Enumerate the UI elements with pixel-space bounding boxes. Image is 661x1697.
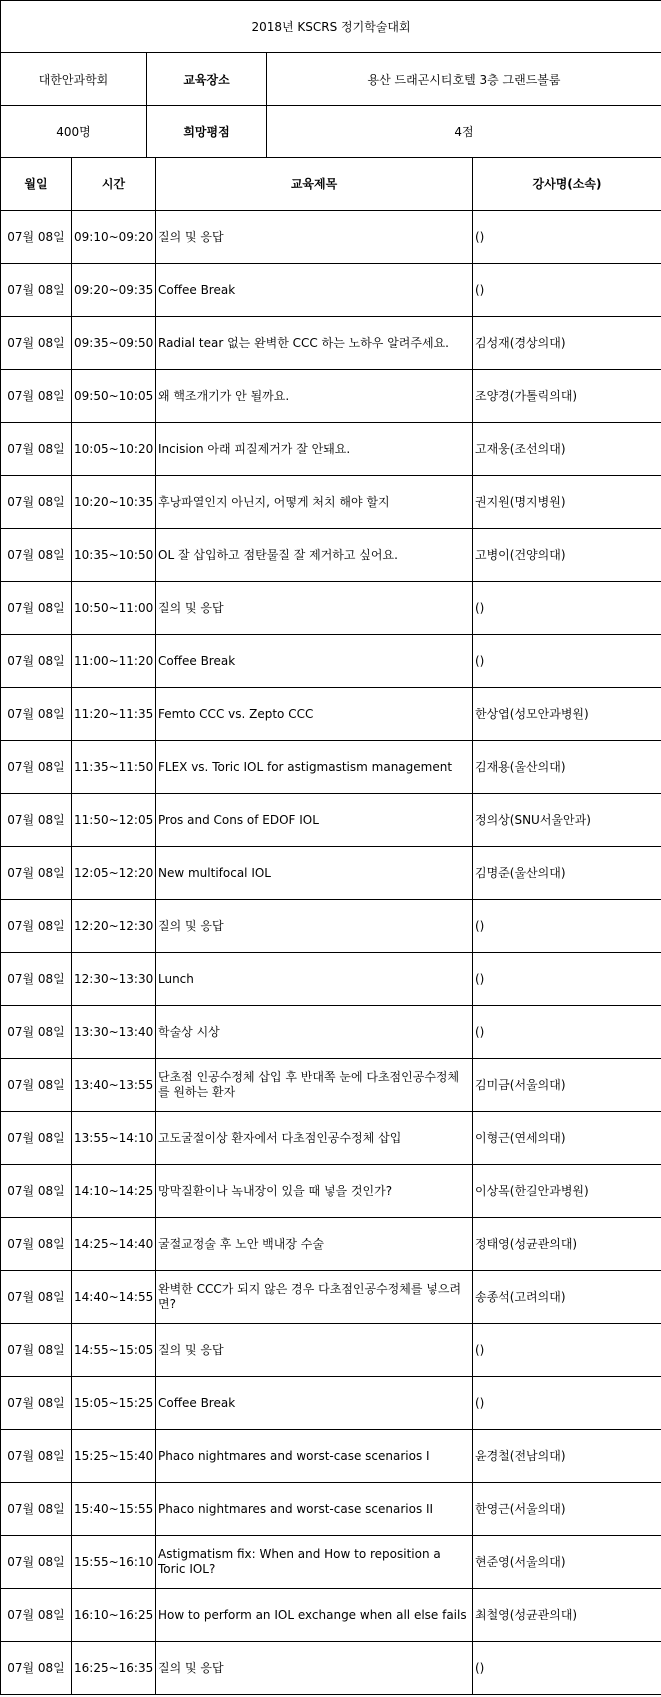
schedule-date: 07월 08일: [1, 900, 72, 953]
schedule-title: Femto CCC vs. Zepto CCC: [156, 688, 473, 741]
schedule-speaker: 김성재(경상의대): [473, 317, 661, 370]
schedule-speaker: 김미금(서울의대): [473, 1059, 661, 1112]
schedule-date: 07월 08일: [1, 953, 72, 1006]
schedule-time: 13:30~13:40: [72, 1006, 156, 1059]
schedule-time: 10:50~11:00: [72, 582, 156, 635]
place-label: 교육장소: [147, 53, 267, 106]
schedule-title: 굴절교정술 후 노안 백내장 수술: [156, 1218, 473, 1271]
schedule-speaker: 김명준(울산의대): [473, 847, 661, 900]
schedule-date: 07월 08일: [1, 688, 72, 741]
schedule-speaker: 조양경(가톨릭의대): [473, 370, 661, 423]
schedule-date: 07월 08일: [1, 476, 72, 529]
schedule-speaker: (): [473, 900, 661, 953]
schedule-title: 질의 및 응답: [156, 1324, 473, 1377]
table-row: [1, 476, 661, 529]
table-row: [1, 847, 661, 900]
schedule-title: Lunch: [156, 953, 473, 1006]
schedule-title: 망막질환이나 녹내장이 있을 때 넣을 것인가?: [156, 1165, 473, 1218]
schedule-time: 10:05~10:20: [72, 423, 156, 476]
schedule-time: 12:20~12:30: [72, 900, 156, 953]
schedule-speaker: (): [473, 1377, 661, 1430]
schedule-date: 07월 08일: [1, 741, 72, 794]
table-row: [1, 1589, 661, 1642]
schedule-title: 질의 및 응답: [156, 582, 473, 635]
header-title: 교육제목: [156, 158, 473, 211]
schedule-speaker: (): [473, 1642, 661, 1695]
schedule-speaker: 송종석(고려의대): [473, 1271, 661, 1324]
schedule-date: 07월 08일: [1, 847, 72, 900]
schedule-time: 11:00~11:20: [72, 635, 156, 688]
schedule-title: FLEX vs. Toric IOL for astigmastism management: [156, 741, 473, 794]
schedule-time: 14:10~14:25: [72, 1165, 156, 1218]
schedule-time: 12:05~12:20: [72, 847, 156, 900]
schedule-time: 09:10~09:20: [72, 211, 156, 264]
table-row: [1, 1112, 661, 1165]
schedule-title: 질의 및 응답: [156, 211, 473, 264]
schedule-date: 07월 08일: [1, 1324, 72, 1377]
schedule-date: 07월 08일: [1, 264, 72, 317]
schedule-speaker: 김재용(울산의대): [473, 741, 661, 794]
header-date: 월일: [1, 158, 72, 211]
table-row: [1, 1271, 661, 1324]
schedule-title: 질의 및 응답: [156, 900, 473, 953]
schedule-date: 07월 08일: [1, 317, 72, 370]
schedule-title: Coffee Break: [156, 1377, 473, 1430]
table-row: [1, 1377, 661, 1430]
schedule-speaker: 정태영(성균관의대): [473, 1218, 661, 1271]
schedule-title: How to perform an IOL exchange when all else fails: [156, 1589, 473, 1642]
schedule-title: New multifocal IOL: [156, 847, 473, 900]
schedule-speaker: (): [473, 582, 661, 635]
schedule-date: 07월 08일: [1, 370, 72, 423]
schedule-date: 07월 08일: [1, 211, 72, 264]
schedule-speaker: 한영근(서울의대): [473, 1483, 661, 1536]
schedule-speaker: (): [473, 953, 661, 1006]
table-row: [1, 1642, 661, 1695]
schedule-title: 질의 및 응답: [156, 1642, 473, 1695]
header-speaker: 강사명(소속): [473, 158, 661, 211]
schedule-title: Phaco nightmares and worst-case scenarios I: [156, 1430, 473, 1483]
table-row: [1, 1059, 661, 1112]
schedule-speaker: 정의상(SNU서울안과): [473, 794, 661, 847]
table-row: [1, 423, 661, 476]
schedule-speaker: 고병이(건양의대): [473, 529, 661, 582]
schedule-date: 07월 08일: [1, 635, 72, 688]
table-row: [1, 264, 661, 317]
schedule-time: 15:55~16:10: [72, 1536, 156, 1589]
schedule-date: 07월 08일: [1, 1589, 72, 1642]
schedule-time: 16:10~16:25: [72, 1589, 156, 1642]
schedule-title: Coffee Break: [156, 635, 473, 688]
schedule-date: 07월 08일: [1, 1165, 72, 1218]
rating-value: 4점: [267, 106, 661, 158]
table-row: [1, 211, 661, 264]
schedule-speaker: (): [473, 211, 661, 264]
schedule-title: 단초점 인공수정체 삽입 후 반대쪽 눈에 다초점인공수정체를 원하는 환자: [156, 1059, 473, 1112]
schedule-speaker: 윤경철(전남의대): [473, 1430, 661, 1483]
schedule-date: 07월 08일: [1, 794, 72, 847]
table-row: [1, 1430, 661, 1483]
schedule-time: 16:25~16:35: [72, 1642, 156, 1695]
schedule-speaker: 현준영(서울의대): [473, 1536, 661, 1589]
table-row: [1, 1324, 661, 1377]
table-row: [1, 794, 661, 847]
schedule-speaker: 이상목(한길안과병원): [473, 1165, 661, 1218]
schedule-title: Coffee Break: [156, 264, 473, 317]
schedule-date: 07월 08일: [1, 1112, 72, 1165]
schedule-date: 07월 08일: [1, 1377, 72, 1430]
place-value: 용산 드래곤시티호텔 3층 그랜드볼룸: [267, 53, 661, 106]
schedule-date: 07월 08일: [1, 1218, 72, 1271]
schedule-time: 09:20~09:35: [72, 264, 156, 317]
schedule-title: Phaco nightmares and worst-case scenarios II: [156, 1483, 473, 1536]
schedule-date: 07월 08일: [1, 423, 72, 476]
table-row: [1, 688, 661, 741]
table-row: [1, 529, 661, 582]
schedule-speaker: 한상엽(성모안과병원): [473, 688, 661, 741]
rating-label: 희망평점: [147, 106, 267, 158]
schedule-time: 09:50~10:05: [72, 370, 156, 423]
table-row: [1, 1483, 661, 1536]
schedule-speaker: (): [473, 1006, 661, 1059]
schedule-time: 14:40~14:55: [72, 1271, 156, 1324]
schedule-time: 15:40~15:55: [72, 1483, 156, 1536]
schedule-body: [1, 211, 661, 1695]
schedule-date: 07월 08일: [1, 1536, 72, 1589]
schedule-speaker: 이형근(연세의대): [473, 1112, 661, 1165]
schedule-time: 11:35~11:50: [72, 741, 156, 794]
table-row: [1, 1218, 661, 1271]
table-row: [1, 953, 661, 1006]
schedule-speaker: 최철영(성균관의대): [473, 1589, 661, 1642]
schedule-title: Incision 아래 피질제거가 잘 안돼요.: [156, 423, 473, 476]
schedule-title: Pros and Cons of EDOF IOL: [156, 794, 473, 847]
schedule-date: 07월 08일: [1, 1483, 72, 1536]
schedule-date: 07월 08일: [1, 529, 72, 582]
schedule-speaker: 고재웅(조선의대): [473, 423, 661, 476]
schedule-time: 15:25~15:40: [72, 1430, 156, 1483]
schedule-time: 11:20~11:35: [72, 688, 156, 741]
event-info-table: [0, 0, 661, 158]
header-time: 시간: [72, 158, 156, 211]
table-row: [1, 317, 661, 370]
table-row: [1, 635, 661, 688]
schedule-time: 10:20~10:35: [72, 476, 156, 529]
schedule-time: 09:35~09:50: [72, 317, 156, 370]
schedule-date: 07월 08일: [1, 1430, 72, 1483]
schedule-speaker: 권지원(명지병원): [473, 476, 661, 529]
table-row: [1, 741, 661, 794]
schedule-title: 고도굴절이상 환자에서 다초점인공수정체 삽입: [156, 1112, 473, 1165]
schedule-speaker: (): [473, 635, 661, 688]
schedule-time: 13:55~14:10: [72, 1112, 156, 1165]
schedule-date: 07월 08일: [1, 1059, 72, 1112]
table-row: [1, 1536, 661, 1589]
schedule-time: 14:25~14:40: [72, 1218, 156, 1271]
schedule-date: 07월 08일: [1, 582, 72, 635]
schedule-title: 왜 핵조개기가 안 될까요.: [156, 370, 473, 423]
schedule-date: 07월 08일: [1, 1006, 72, 1059]
schedule-time: 11:50~12:05: [72, 794, 156, 847]
schedule-header-row: [1, 158, 661, 211]
table-row: [1, 1165, 661, 1218]
schedule-title: Astigmatism fix: When and How to reposition a Toric IOL?: [156, 1536, 473, 1589]
schedule-time: 15:05~15:25: [72, 1377, 156, 1430]
schedule-title: 후낭파열인지 아닌지, 어떻게 처치 해야 할지: [156, 476, 473, 529]
schedule-title: OL 잘 삽입하고 점탄물질 잘 제거하고 싶어요.: [156, 529, 473, 582]
schedule-speaker: (): [473, 264, 661, 317]
schedule-title: Radial tear 없는 완벽한 CCC 하는 노하우 알려주세요.: [156, 317, 473, 370]
capacity: 400명: [1, 106, 147, 158]
table-row: [1, 900, 661, 953]
table-row: [1, 1006, 661, 1059]
schedule-time: 13:40~13:55: [72, 1059, 156, 1112]
table-row: [1, 582, 661, 635]
event-title: 2018년 KSCRS 정기학술대회: [1, 1, 661, 53]
schedule-title: 학술상 시상: [156, 1006, 473, 1059]
schedule-time: 12:30~13:30: [72, 953, 156, 1006]
schedule-table: [0, 157, 661, 1695]
schedule-speaker: (): [473, 1324, 661, 1377]
table-row: [1, 370, 661, 423]
schedule-date: 07월 08일: [1, 1642, 72, 1695]
schedule-title: 완벽한 CCC가 되지 않은 경우 다초점인공수정체를 넣으려면?: [156, 1271, 473, 1324]
schedule-time: 10:35~10:50: [72, 529, 156, 582]
schedule-date: 07월 08일: [1, 1271, 72, 1324]
organizer: 대한안과학회: [1, 53, 147, 106]
schedule-time: 14:55~15:05: [72, 1324, 156, 1377]
